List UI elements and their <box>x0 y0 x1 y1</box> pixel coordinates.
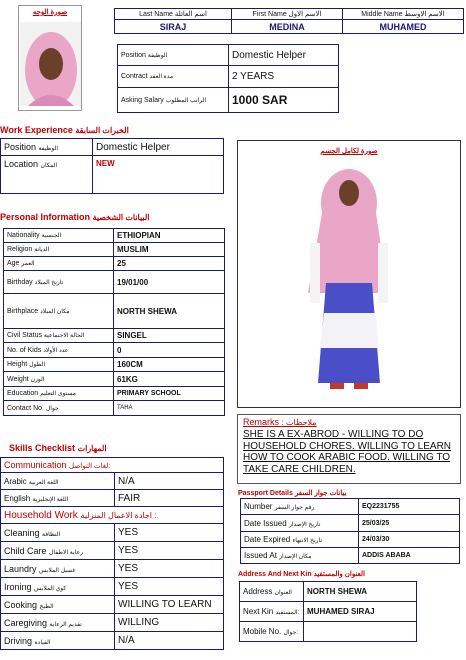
child-care-value: YES <box>115 542 224 560</box>
birthplace-value: NORTH SHEWA <box>114 294 225 329</box>
address-table: Address العنوان NORTH SHEWA Next Kin المستفيد: MUHAMED SIRAJ Mobile No. جوال: <box>239 581 417 642</box>
english-value: FAIR <box>115 490 224 507</box>
full-photo-title: صورة لكامل الجسم <box>320 148 378 155</box>
passport-number-value: EQ2231755 <box>359 499 460 515</box>
passport-title: Passport Details بيانات جواز السفر <box>238 490 347 497</box>
date-expired-value: 24/03/30 <box>359 532 460 548</box>
issued-at-value: ADDIS ABABA <box>359 548 460 564</box>
next-kin-value: MUHAMED SIRAJ <box>304 602 417 622</box>
work-experience-title: Work Experience الخبرات السابقة <box>0 125 129 135</box>
household-title: Household Work اجادة الاعمال المنزلية : <box>1 507 224 524</box>
last-name-value: SIRAJ <box>115 20 232 34</box>
age-value: 25 <box>114 257 225 271</box>
job-table <box>117 44 339 113</box>
birthday-value: 19/01/00 <box>114 271 225 294</box>
middle-name-header: Middle Name الاسم الاوسط <box>343 9 464 20</box>
laundry-value: YES <box>115 560 224 578</box>
remarks-box <box>237 414 461 484</box>
education-value: PRIMARY SCHOOL <box>114 387 225 401</box>
we-position-label: Position <box>4 142 37 152</box>
name-table <box>114 8 464 34</box>
cooking-value: WILLING TO LEARN <box>115 596 224 614</box>
middle-name-value: MUHAMED <box>343 20 464 34</box>
passport-table: Number رقم جواز السفر EQ2231755 Date Issued تاريخ الإصدار 25/03/25 Date Expired تاريخ الانتهاء 24/03/30 Issued At مكان الإصدار ADDIS ABABA <box>240 498 460 564</box>
personal-info-title: Personal Information البيانات الشخصية <box>0 212 150 222</box>
salary-ar: الراتب المطلوب <box>165 97 207 104</box>
religion-value: MUSLIM <box>114 243 225 257</box>
date-issued-value: 25/03/25 <box>359 515 460 532</box>
skills-title: Skills Checklist المهارات <box>9 443 107 453</box>
full-body-photo <box>238 163 460 403</box>
communication-title: Communication لغات التواصل: <box>1 458 224 473</box>
ironing-value: YES <box>115 578 224 596</box>
cleaning-value: YES <box>115 524 224 542</box>
work-experience-table: Position الوظيفة Domestic Helper Location المكان NEW <box>0 138 224 194</box>
skills-table: Communication لغات التواصل: Arabic اللغة العربية N/A English اللغة الإنجليزية FAIR Household Work اجادة الاعمال المنزلية : Cleaning النظافة YES Child Care رعاية الاطفال YES Laundry غسيل الملابس YES Ironing كوي الملابس YES Cooking الطبخ WILLING TO LEARN Caregiving تقديم الرعاية WILLING Driving القيادة N/A <box>0 457 224 650</box>
contract-value: 2 YEARS <box>229 66 339 88</box>
nationality-value: ETHIOPIAN <box>114 229 225 243</box>
face-photo-title: صورة الوجه <box>32 9 68 16</box>
caregiving-value: WILLING <box>115 614 224 632</box>
we-location-value: NEW <box>93 156 224 194</box>
weight-value: 61KG <box>114 372 225 387</box>
kids-value: 0 <box>114 343 225 358</box>
last-name-header: Last Name اسم العائلة <box>115 9 232 20</box>
driving-value: N/A <box>115 632 224 650</box>
height-value: 160CM <box>114 358 225 372</box>
salary-value: 1000 SAR <box>229 88 339 113</box>
face-photo-frame <box>18 5 82 111</box>
mobile-value <box>304 622 417 642</box>
first-name-header: First Name الاسم الاول <box>232 9 343 20</box>
remarks-text: SHE IS A EX-ABROD - WILLING TO DO HOUSEHOLD CHORES. WILLING TO LEARN HOW TO COOK ARABIC FOOD. WILLING TO TAKE CARE CHILDREN. <box>243 429 452 475</box>
we-position-value: Domestic Helper <box>93 139 224 156</box>
contract-label: Contract <box>121 73 148 80</box>
remarks-title: Remarks : ملاحظات <box>243 417 317 427</box>
salary-label: Asking Salary <box>121 96 164 104</box>
position-ar: الوظيفة <box>147 52 168 59</box>
face-photo <box>20 22 82 106</box>
full-photo-frame <box>237 140 461 408</box>
contact-value: TAHA <box>114 401 225 416</box>
position-label: Position <box>121 51 146 59</box>
personal-info-table: Nationality الجنسية ETHIOPIAN Religion الديانة MUSLIM Age العمر 25 Birthday تاريخ الميلاد 19/01/00 Birthplace مكان الميلاد NORTH SHEWA Civil Status الحالة الاجتماعية SINGEL No. of Kids عدد الأولاد 0 Height الطول 160CM Weight الوزن 61KG Education مستوى التعليم PRIMARY SCHOOL Contact No. جوال TAHA <box>3 228 225 416</box>
address-value: NORTH SHEWA <box>304 582 417 602</box>
contract-ar: مدة العقد <box>149 74 174 80</box>
arabic-value: N/A <box>115 473 224 490</box>
first-name-value: MEDINA <box>232 20 343 34</box>
we-location-label: Location <box>4 159 39 169</box>
civil-status-value: SINGEL <box>114 329 225 343</box>
address-title: Address And Next Kin العنوان والمستفيد <box>238 571 365 578</box>
position-value: Domestic Helper <box>229 45 339 66</box>
